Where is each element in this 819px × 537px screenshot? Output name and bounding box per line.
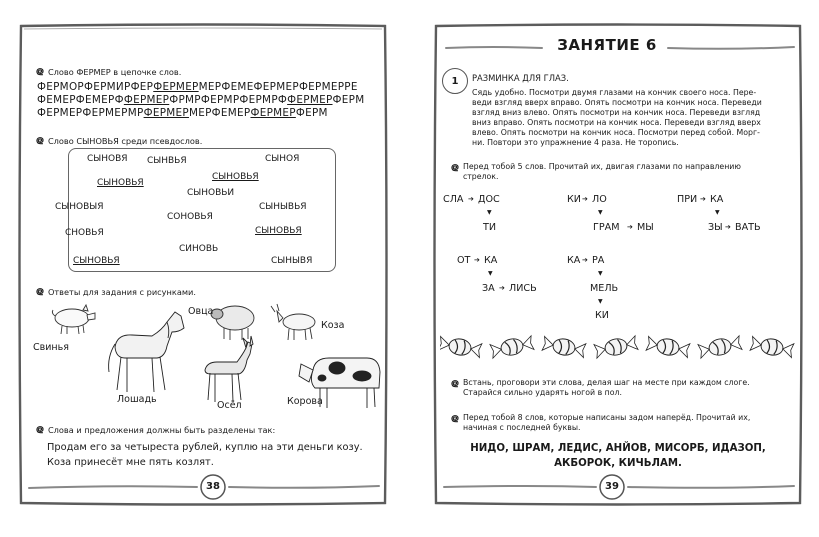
pseudoword: СИНОВЬ [179,244,219,254]
pig-illustration [52,305,95,334]
pseudoword: СЫНВЬЯ [147,156,187,166]
task-line: Перед тобой 8 слов, которые написаны задом наперёд. Прочитай их, [462,413,751,422]
syllable: ЗЫ [708,222,723,233]
syllable: ЛИСЬ [509,283,537,294]
spiral-icon: ᪤ [36,65,44,78]
syllable: КА [484,255,498,266]
exercise-line: ни. Повтори это упражнение 4 раза. Не торопись. [472,138,679,147]
syllable: ДОС [478,194,500,205]
animal-pig-label: Свинья [33,342,69,353]
exercise-line: вниз вправо. Опять посмотри на кончик носа. Переведи взгляд вверх [472,118,761,127]
exercise-text [472,88,790,148]
pseudoword: СЫНОВЬИ [187,188,235,198]
chain-segment: ФЕРМЕРРЕ [298,81,358,93]
arrow-icon: ➔ [582,195,588,203]
chain-found-word: ФЕРМЕР [287,94,333,106]
chain-segment: МЕРФЕМЕФЕРМЕР [198,81,299,93]
spiral-icon: ᪤ [451,161,459,174]
animal-donkey-label: Осёл [217,400,242,411]
exercise-line: Сядь удобно. Посмотри двумя глазами на кончик своего носа. Пере- [472,88,757,97]
lesson-title: ЗАНЯТИЕ 6 [557,36,657,54]
syllable: МЫ [637,222,654,233]
task-line: начиная с последней буквы. [462,423,581,432]
exercise-number: 1 [442,68,468,94]
syllable: ВАТЬ [735,222,761,233]
task-line: Встань, проговори эти слова, делая шаг на месте при каждом слоге. [462,378,750,387]
syllable: КИ [595,310,609,321]
horse-illustration [109,312,184,392]
chain-segment: ФЕРМ [295,107,328,119]
arrow-icon: ▼ [715,209,720,216]
candy-icon [698,335,742,359]
syllable: МЕЛЬ [590,283,619,294]
sheep-illustration [211,306,254,340]
chain-found-word: ФЕРМЕР [250,107,296,119]
candy-icon [594,335,638,359]
reversed-words [432,441,804,471]
left-page [17,22,389,507]
task-reverse [451,413,750,433]
task-line: Перед тобой 5 слов. Прочитай их, двигая глазами по направлению [462,162,741,171]
task-sons-label: Слово СЫНОВЬЯ среди псевдослов. [47,135,203,146]
syllable: ТИ [483,222,497,233]
syllable: РА [592,255,605,266]
arrow-icon: ▼ [598,298,603,305]
candy-icon [542,335,586,358]
task-split-label: Слова и предложения должны быть разделены так: [47,424,276,435]
candy-icon [646,335,690,358]
reversed-line-2: АКБОРОК, КИЧЬЛАМ. [554,458,682,469]
goat-illustration [271,304,315,340]
candy-icon [750,335,794,358]
chain-segment: ФЕМЕРФЕМЕРФ [37,94,124,106]
letter-chain [37,81,377,120]
pseudoword: СЫНОВЯ [87,154,128,164]
pseudoword: СОНОВЬЯ [167,212,213,222]
exercise-line: влево. Опять посмотри на кончик носа. Посмотри перед собой. Морг- [472,128,760,137]
spiral-icon: ᪤ [451,377,459,390]
pseudoword: СЫНОВЫЯ [55,202,104,212]
page-number: 38 [206,481,220,492]
task-syllables [451,162,781,182]
chain-segment: МЕРФЕМЕР [188,107,251,119]
arrow-icon: ▼ [598,209,603,216]
syllable: ГРАМ [593,222,620,233]
syllable: ЛО [592,194,607,205]
chain-line [37,94,377,107]
spiral-icon: ᪤ [36,285,44,298]
syllable: ОТ [457,255,471,266]
syllable: КИ [567,194,581,205]
exercise-title: РАЗМИНКА ДЛЯ ГЛАЗ. [472,73,569,83]
arrow-icon: ➔ [499,284,505,292]
chain-found-word: ФЕРМЕР [143,107,189,119]
arrow-icon: ➔ [725,223,731,231]
arrow-icon: ▼ [488,270,493,277]
pseudoword: СЫНОЯ [265,154,300,164]
reversed-line-1: НИДО, ШРАМ, ЛЕДИС, АНЙОВ, МИСОРБ, ИДАЗОП, [470,443,766,454]
chain-segment: ФРМРФЕРМРФЕРМРФ [169,94,288,106]
task-split [36,424,275,435]
arrow-icon: ➔ [627,223,633,231]
syllable: ЗА [482,283,495,294]
syllable: СЛА [443,194,464,205]
chain-found-word: ФЕРМЕР [153,81,199,93]
syllable: КА [567,255,581,266]
exercise-line: веди взгляд вверх вправо. Опять посмотри на кончик носа. Переведи [472,98,762,107]
page-number: 39 [605,481,619,492]
candy-icon [490,335,534,359]
candy-row [440,334,796,360]
arrow-icon: ➔ [582,256,588,264]
pseudoword: СЫНЫВЬЯ [259,202,307,212]
animal-goat-label: Коза [321,320,345,331]
pseudoword-correct: СЫНОВЬЯ [255,226,302,236]
task-line: стрелок. [462,172,499,181]
task-pictures [36,286,196,297]
answer-line-2: Коза принесёт мне пять козлят. [47,457,214,468]
task-sons [36,135,202,146]
chain-line [37,107,377,120]
arrow-icon: ▼ [598,270,603,277]
chain-found-word: ФЕРМЕР [123,94,170,106]
animal-horse-label: Лошадь [117,394,157,405]
exercise-line: взгляд вниз влево. Опять посмотри на кончик носа. Переведи взгляд [472,108,761,117]
animal-cow-label: Корова [287,396,323,407]
donkey-illustration [205,336,253,402]
spiral-icon: ᪤ [36,423,44,436]
pseudoword-correct: СЫНОВЬЯ [73,256,120,266]
pseudoword: СЫНЫВЯ [271,256,313,266]
syllable: КА [710,194,724,205]
chain-segment: ФЕРМОРФЕРМИРФЕР [37,81,154,93]
task-farmer [36,66,181,77]
right-page [432,22,804,507]
pseudoword-correct: СЫНОВЬЯ [212,172,259,182]
arrow-icon: ➔ [700,195,706,203]
pseudoword: СНОВЬЯ [65,228,104,238]
task-line: Старайся сильно ударять ногой в пол. [462,388,622,397]
arrow-icon: ▼ [487,209,492,216]
spiral-icon: ᪤ [451,412,459,425]
arrow-icon: ➔ [468,195,474,203]
chain-segment: ФЕРМ [332,94,365,106]
syllable: ПРИ [677,194,698,205]
chain-line [37,81,377,94]
answer-text [47,440,363,470]
spiral-icon: ᪤ [36,134,44,147]
task-pictures-label: Ответы для задания с рисунками. [47,286,196,297]
task-step [451,378,750,398]
task-farmer-label: Слово ФЕРМЕР в цепочке слов. [47,66,182,77]
candy-icon [440,335,482,358]
answer-line-1: Продам его за четыреста рублей, куплю на эти деньги козу. [47,442,363,453]
animal-sheep-label: Овца [188,306,214,317]
pseudoword-correct: СЫНОВЬЯ [97,178,144,188]
arrow-icon: ➔ [474,256,480,264]
chain-segment: ФЕРМЕРФЕРМЕРМР [37,107,144,119]
